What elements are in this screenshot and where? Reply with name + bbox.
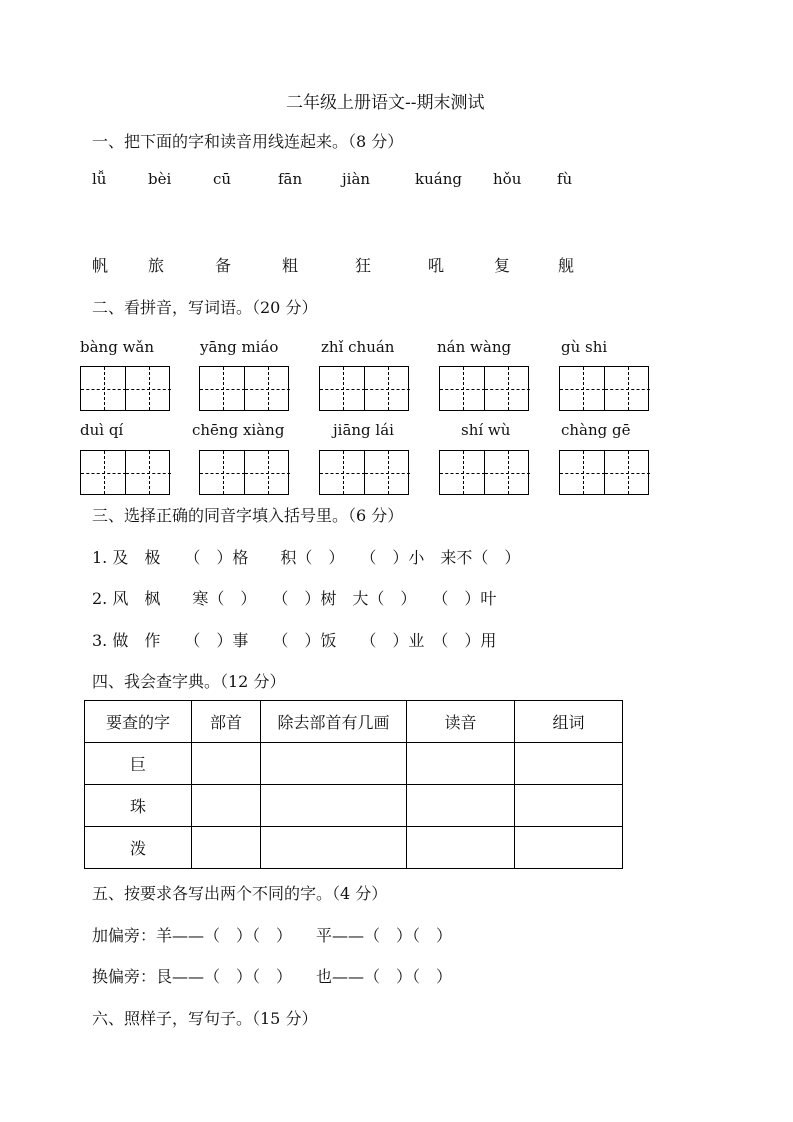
answer-cell[interactable] bbox=[407, 785, 515, 827]
pinyin-item: hǒu bbox=[493, 170, 522, 188]
pinyin-item: lǚ bbox=[92, 170, 107, 188]
section-6-heading: 六、照样子，写句子。（15 分） bbox=[92, 1009, 318, 1028]
table-row bbox=[85, 785, 623, 827]
hanzi-item: 帆 bbox=[92, 256, 109, 275]
answer-cell[interactable] bbox=[515, 827, 623, 869]
writing-grid[interactable] bbox=[559, 366, 649, 411]
answer-cell[interactable] bbox=[407, 827, 515, 869]
hanzi-item: 复 bbox=[494, 256, 511, 275]
homophone-line: 2. 风 枫 寒（ ） （ ）树 大（ ） （ ）叶 bbox=[92, 589, 497, 608]
table-header: 读音 bbox=[407, 701, 515, 743]
pinyin-prompt: shí wù bbox=[461, 421, 511, 439]
answer-cell[interactable] bbox=[515, 743, 623, 785]
writing-grid[interactable] bbox=[319, 366, 409, 411]
hanzi-item: 粗 bbox=[282, 256, 299, 275]
answer-cell[interactable] bbox=[407, 743, 515, 785]
radical-line: 换偏旁：艮——（ ）（ ） 也——（ ）（ ） bbox=[92, 967, 453, 986]
section-2-heading: 二、看拼音，写词语。（20 分） bbox=[92, 298, 318, 317]
hanzi-item: 舰 bbox=[558, 256, 575, 275]
pinyin-prompt: duì qí bbox=[80, 421, 124, 439]
answer-cell[interactable] bbox=[261, 827, 407, 869]
pinyin-item: fù bbox=[557, 170, 573, 188]
writing-grid[interactable] bbox=[319, 450, 409, 495]
hanzi-item: 吼 bbox=[428, 256, 445, 275]
answer-cell[interactable] bbox=[261, 743, 407, 785]
lookup-char: 巨 bbox=[85, 743, 192, 785]
section-4-heading: 四、我会查字典。（12 分） bbox=[92, 672, 286, 691]
table-header: 要查的字 bbox=[85, 701, 192, 743]
pinyin-item: cū bbox=[213, 170, 232, 188]
homophone-line: 1. 及 极 （ ）格 积（ ） （ ）小 来不（ ） bbox=[92, 548, 521, 567]
lookup-char: 珠 bbox=[85, 785, 192, 827]
table-header: 组词 bbox=[515, 701, 623, 743]
table-row bbox=[85, 827, 623, 869]
writing-grid[interactable] bbox=[559, 450, 649, 495]
pinyin-prompt: jiāng lái bbox=[333, 421, 394, 439]
pinyin-prompt: chàng gē bbox=[561, 421, 631, 439]
answer-cell[interactable] bbox=[192, 785, 261, 827]
pinyin-prompt: yāng miáo bbox=[200, 338, 279, 356]
writing-grid[interactable] bbox=[80, 450, 170, 495]
writing-grid[interactable] bbox=[80, 366, 170, 411]
radical-line: 加偏旁：羊——（ ）（ ） 平——（ ）（ ） bbox=[92, 926, 453, 945]
answer-cell[interactable] bbox=[192, 827, 261, 869]
hanzi-item: 备 bbox=[215, 256, 232, 275]
page-title: 二年级上册语文--期末测试 bbox=[286, 93, 485, 113]
pinyin-item: kuáng bbox=[415, 170, 462, 188]
table-header-row bbox=[85, 701, 623, 743]
table-header: 部首 bbox=[192, 701, 261, 743]
section-3-heading: 三、选择正确的同音字填入括号里。（6 分） bbox=[92, 506, 404, 525]
section-1-heading: 一、把下面的字和读音用线连起来。（8 分） bbox=[92, 132, 404, 151]
writing-grid[interactable] bbox=[199, 450, 289, 495]
pinyin-prompt: gù shi bbox=[561, 338, 608, 356]
hanzi-item: 狂 bbox=[355, 256, 372, 275]
pinyin-prompt: zhǐ chuán bbox=[321, 338, 395, 356]
writing-grid[interactable] bbox=[439, 450, 529, 495]
writing-grid[interactable] bbox=[199, 366, 289, 411]
writing-grid[interactable] bbox=[439, 366, 529, 411]
section-5-heading: 五、按要求各写出两个不同的字。（4 分） bbox=[92, 884, 388, 903]
pinyin-prompt: nán wàng bbox=[437, 338, 512, 356]
pinyin-item: fān bbox=[278, 170, 303, 188]
lookup-char: 泼 bbox=[85, 827, 192, 869]
pinyin-item: jiàn bbox=[342, 170, 371, 188]
dictionary-table bbox=[84, 700, 623, 869]
answer-cell[interactable] bbox=[261, 785, 407, 827]
pinyin-prompt: bàng wǎn bbox=[80, 338, 155, 356]
pinyin-item: bèi bbox=[148, 170, 172, 188]
answer-cell[interactable] bbox=[192, 743, 261, 785]
answer-cell[interactable] bbox=[515, 785, 623, 827]
table-row bbox=[85, 743, 623, 785]
hanzi-item: 旅 bbox=[148, 256, 165, 275]
homophone-line: 3. 做 作 （ ）事 （ ）饭 （ ）业 （ ）用 bbox=[92, 631, 497, 650]
table-header: 除去部首有几画 bbox=[261, 701, 407, 743]
pinyin-prompt: chēng xiàng bbox=[192, 421, 285, 439]
